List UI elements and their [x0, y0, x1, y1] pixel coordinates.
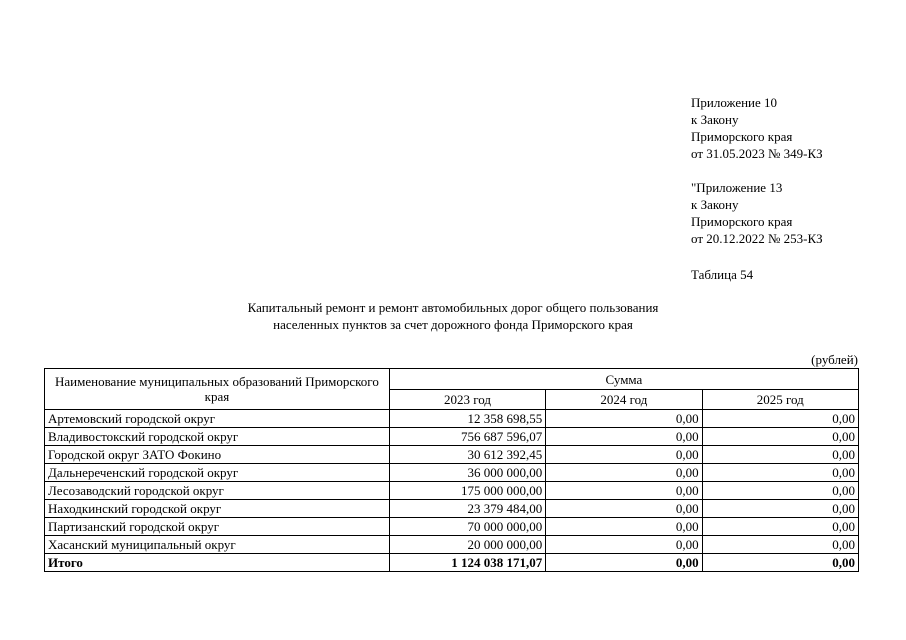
- row-value-2023: 756 687 596,07: [389, 428, 545, 446]
- header-sum: Сумма: [389, 369, 858, 390]
- row-name: Находкинский городской округ: [45, 500, 390, 518]
- row-value-2025: 0,00: [702, 482, 858, 500]
- table-row: [45, 410, 859, 428]
- row-value-2024: 0,00: [546, 446, 702, 464]
- table-row: [45, 518, 859, 536]
- units-label: (рублей): [811, 352, 858, 367]
- row-value-2025: 0,00: [702, 428, 858, 446]
- header-municipality: Наименование муниципальных образований Приморского края: [45, 369, 390, 410]
- funding-table: [44, 368, 859, 572]
- row-name: Лесозаводский городской округ: [45, 482, 390, 500]
- row-value-2023: 70 000 000,00: [389, 518, 545, 536]
- row-value-2025: 0,00: [702, 518, 858, 536]
- table-number: Таблица 54: [691, 267, 754, 282]
- table-row: [45, 428, 859, 446]
- appendix-previous: [691, 179, 891, 247]
- table-row: [45, 536, 859, 554]
- row-value-2025: 0,00: [702, 446, 858, 464]
- appendix-previous-line-3: Приморского края: [691, 214, 793, 229]
- row-name: Партизанский городской округ: [45, 518, 390, 536]
- header-year-2025: 2025 год: [702, 390, 858, 410]
- table-row: [45, 446, 859, 464]
- table-row: [45, 482, 859, 500]
- appendix-current-line-2: к Закону: [691, 112, 739, 127]
- row-value-2025: 0,00: [702, 500, 858, 518]
- row-name: Городской округ ЗАТО Фокино: [45, 446, 390, 464]
- header-year-2024: 2024 год: [546, 390, 702, 410]
- row-name: Хасанский муниципальный округ: [45, 536, 390, 554]
- row-value-2025: 0,00: [702, 410, 858, 428]
- row-value-2023: 23 379 484,00: [389, 500, 545, 518]
- row-value-2024: 0,00: [546, 500, 702, 518]
- row-value-2023: 175 000 000,00: [389, 482, 545, 500]
- row-value-2024: 0,00: [546, 428, 702, 446]
- table-row: [45, 464, 859, 482]
- row-value-2024: 0,00: [546, 410, 702, 428]
- appendix-current-line-1: Приложение 10: [691, 95, 778, 110]
- total-value-2024: 0,00: [546, 554, 702, 572]
- appendix-current-line-4: от 31.05.2023 № 349-КЗ: [691, 146, 823, 161]
- total-value-2025: 0,00: [702, 554, 858, 572]
- appendix-current: [691, 94, 891, 162]
- appendix-current-line-3: Приморского края: [691, 129, 793, 144]
- row-value-2023: 30 612 392,45: [389, 446, 545, 464]
- appendix-previous-line-1: "Приложение 13: [691, 180, 783, 195]
- row-value-2025: 0,00: [702, 536, 858, 554]
- total-row: [45, 554, 859, 572]
- row-value-2024: 0,00: [546, 518, 702, 536]
- row-value-2023: 20 000 000,00: [389, 536, 545, 554]
- document-title-line-1: Капитальный ремонт и ремонт автомобильных дорог общего пользования: [247, 300, 659, 315]
- row-value-2024: 0,00: [546, 536, 702, 554]
- total-label: Итого: [45, 554, 390, 572]
- row-value-2023: 12 358 698,55: [389, 410, 545, 428]
- document-title: [120, 299, 786, 333]
- document-title-line-2: населенных пунктов за счет дорожного фонда Приморского края: [273, 317, 633, 332]
- row-value-2024: 0,00: [546, 464, 702, 482]
- table-row: [45, 500, 859, 518]
- appendix-previous-line-2: к Закону: [691, 197, 739, 212]
- row-name: Владивостокский городской округ: [45, 428, 390, 446]
- appendix-previous-line-4: от 20.12.2022 № 253-КЗ: [691, 231, 823, 246]
- row-value-2023: 36 000 000,00: [389, 464, 545, 482]
- total-value-2023: 1 124 038 171,07: [389, 554, 545, 572]
- header-year-2023: 2023 год: [389, 390, 545, 410]
- row-name: Дальнереченский городской округ: [45, 464, 390, 482]
- row-value-2024: 0,00: [546, 482, 702, 500]
- row-name: Артемовский городской округ: [45, 410, 390, 428]
- row-value-2025: 0,00: [702, 464, 858, 482]
